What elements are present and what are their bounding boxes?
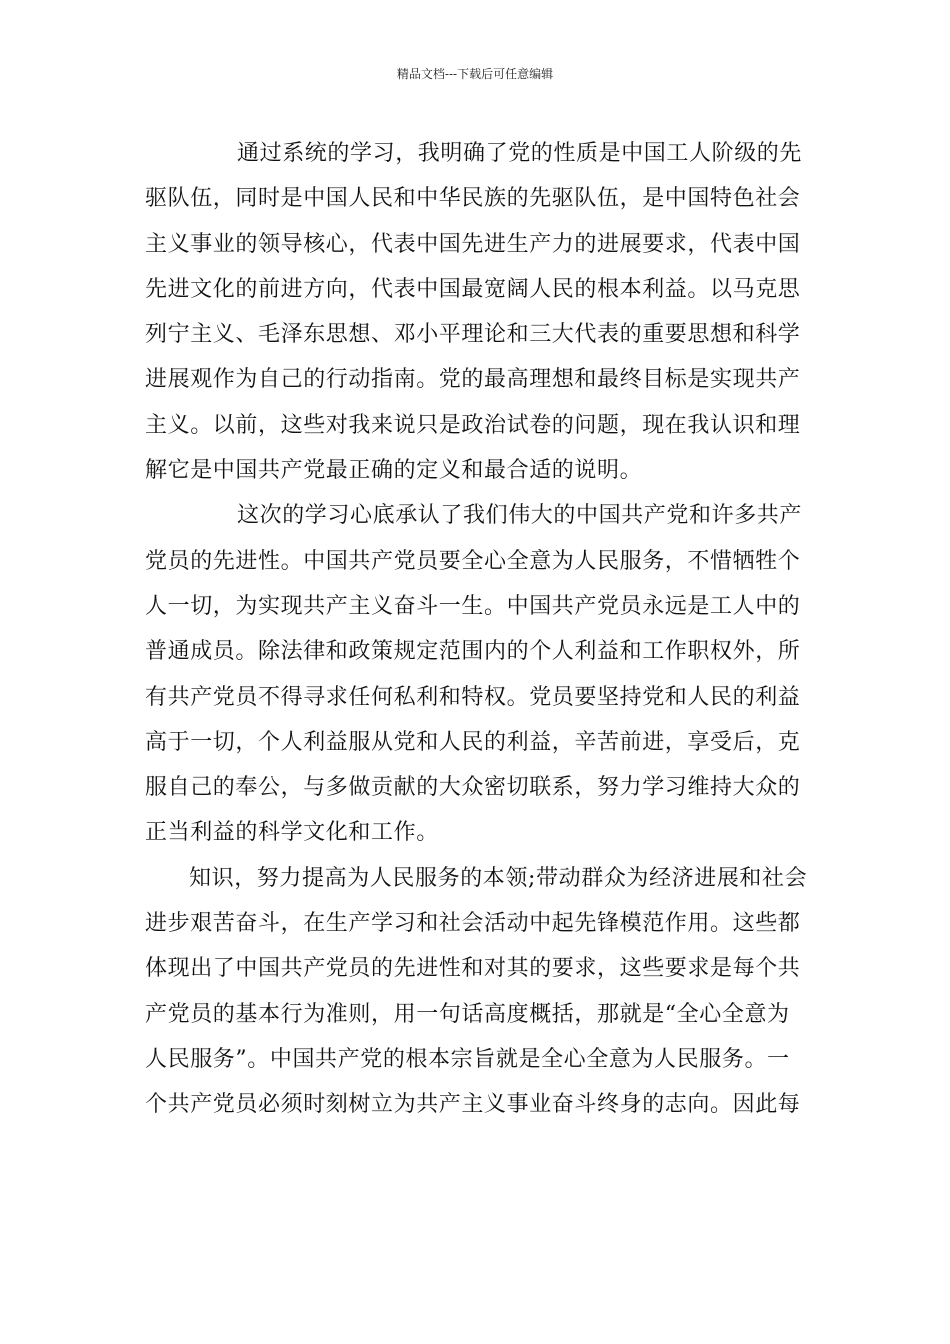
page-header: 精品文档---下载后可任意编辑 bbox=[396, 67, 554, 81]
paragraph-line: 主义。以前，这些对我来说只是政治试卷的问题，现在我认识和理 bbox=[145, 412, 801, 438]
paragraph-line: 党员的先进性。中国共产党员要全心全意为人民服务，不惜牺牲个 bbox=[145, 548, 801, 574]
paragraph-line: 高于一切，个人利益服从党和人民的利益，辛苦前进，享受后，克 bbox=[145, 729, 801, 755]
paragraph-line: 个共产党员必须时刻树立为共产主义事业奋斗终身的志向。因此每 bbox=[145, 1092, 801, 1118]
paragraph-line: 服自己的奉公，与多做贡献的大众密切联系，努力学习维持大众的 bbox=[145, 775, 801, 801]
paragraph-line: 解它是中国共产党最正确的定义和最合适的说明。 bbox=[145, 458, 643, 484]
paragraph-line: 产党员的基本行为准则，用一句话高度概括，那就是“全心全意为 bbox=[145, 1001, 790, 1027]
paragraph-2 bbox=[145, 493, 810, 855]
paragraph-line: 人民服务”。中国共产党的根本宗旨就是全心全意为人民服务。一 bbox=[145, 1046, 790, 1072]
paragraph-line: 进展观作为自己的行动指南。党的最高理想和最终目标是实现共产 bbox=[145, 367, 801, 393]
paragraph-line: 先进文化的前进方向，代表中国最宽阔人民的根本利益。以马克思 bbox=[145, 276, 801, 302]
paragraph-line: 体现出了中国共产党员的先进性和对其的要求，这些要求是每个共 bbox=[145, 956, 801, 982]
paragraph-line: 进步艰苦奋斗，在生产学习和社会活动中起先锋模范作用。这些都 bbox=[145, 911, 801, 937]
paragraph-line: 正当利益的科学文化和工作。 bbox=[145, 820, 439, 846]
paragraph-line: 这次的学习心底承认了我们伟大的中国共产党和许多共产 bbox=[237, 503, 803, 529]
paragraph-line: 主义事业的领导核心，代表中国先进生产力的进展要求，代表中国 bbox=[145, 231, 801, 257]
paragraph-1 bbox=[145, 131, 810, 493]
paragraph-line: 驱队伍，同时是中国人民和中华民族的先驱队伍，是中国特色社会 bbox=[145, 186, 801, 212]
paragraph-line: 普通成员。除法律和政策规定范围内的个人利益和工作职权外，所 bbox=[145, 639, 801, 665]
paragraph-line: 人一切，为实现共产主义奋斗一生。中国共产党员永远是工人中的 bbox=[145, 593, 801, 619]
paragraph-3 bbox=[145, 856, 810, 1128]
paragraph-line: 有共产党员不得寻求任何私利和特权。党员要坚持党和人民的利益 bbox=[145, 684, 801, 710]
paragraph-line: 知识，努力提高为人民服务的本领;带动群众为经济进展和社会 bbox=[189, 865, 808, 891]
paragraph-line: 列宁主义、毛泽东思想、邓小平理论和三大代表的重要思想和科学 bbox=[145, 322, 801, 348]
paragraph-line: 通过系统的学习，我明确了党的性质是中国工人阶级的先 bbox=[237, 141, 803, 166]
body-text bbox=[145, 131, 810, 1128]
